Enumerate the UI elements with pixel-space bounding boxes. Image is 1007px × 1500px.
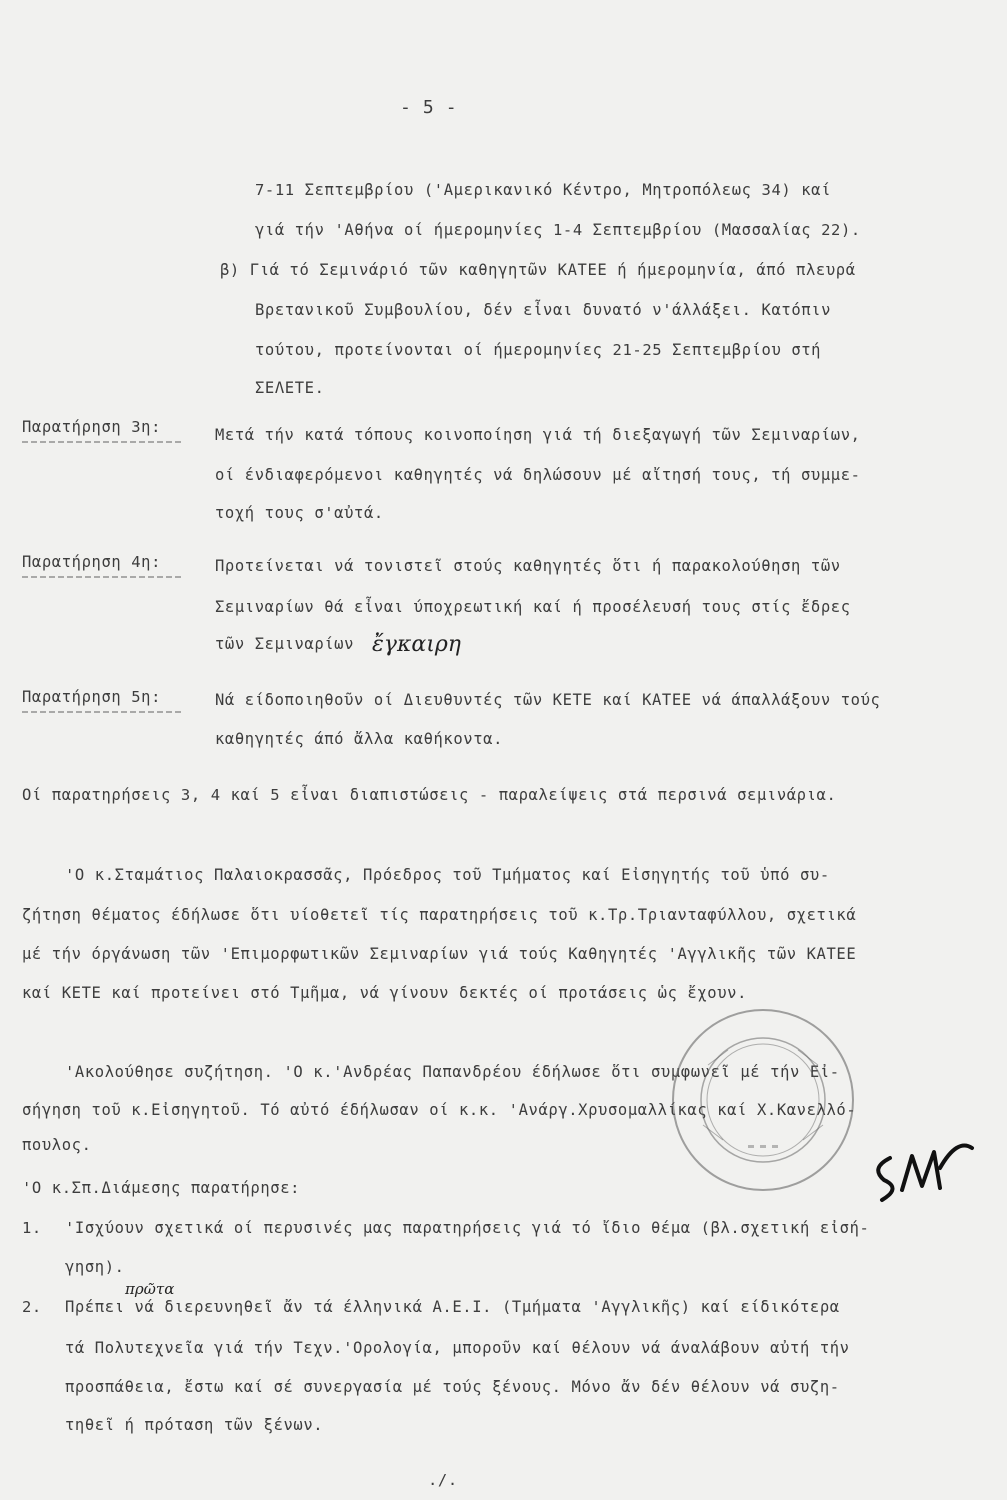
remark-3-line: οί ένδιαφερόμενοι καθηγητές νά δηλώσουν μέ αἴτησή τους, τή συμμε- <box>215 466 861 484</box>
paragraph-line: μέ τήν όργάνωση τῶν 'Επιμορφωτικῶν Σεμιναρίων γιά τούς Καθηγητές 'Αγγλικῆς τῶν ΚΑΤΕΕ <box>22 945 857 963</box>
text-line: Βρετανικοῦ Συμβουλίου, δέν εἶναι δυνατό ν'άλλάξει. Κατόπιν <box>255 301 832 319</box>
paragraph-line: 'Ακολούθησε συζήτηση. 'Ο κ.'Ανδρέας Παπανδρέου έδήλωσε ὅτι συμφωνεῖ μέ τήν Εἰ- <box>65 1063 840 1081</box>
text-line: β) Γιά τό Σεμινάριό τῶν καθηγητῶν ΚΑΤΕΕ ή ήμερομηνία, άπό πλευρά <box>220 261 856 279</box>
label-underline <box>22 711 182 713</box>
paragraph-line: πουλος. <box>22 1136 92 1154</box>
text-line: τούτου, προτείνονται οί ήμερομηνίες 21-25 Σεπτεμβρίου στή <box>255 341 822 359</box>
text-line: 7-11 Σεπτεμβρίου ('Αμερικανικό Κέντρο, Μητροπόλεως 34) καί <box>255 181 832 199</box>
remark-3-line: Μετά τήν κατά τόπους κοινοποίηση γιά τή διεξαγωγή τῶν Σεμιναρίων, <box>215 426 861 444</box>
item-number: 2. <box>22 1298 42 1316</box>
paragraph-line: σήγηση τοῦ κ.Εἰσηγητοῦ. Τό αὐτό έδήλωσαν οί κ.κ. 'Ανάργ.Χρυσομαλλίκας καί Χ.Κανελλό- <box>22 1101 857 1119</box>
label-underline <box>22 441 182 443</box>
page-number: - 5 - <box>400 97 458 118</box>
remark-5-line: Νά είδοποιηθοῦν οί Διευθυντές τῶν ΚΕΤΕ καί ΚΑΤΕΕ νά άπαλλάξουν τούς <box>215 691 881 709</box>
page-continuation: ./. <box>428 1471 458 1489</box>
official-stamp <box>668 1005 858 1195</box>
text-line: γιά τήν 'Αθήνα οί ήμερομηνίες 1-4 Σεπτεμβρίου (Μασσαλίας 22). <box>255 221 861 239</box>
remark-3-line: τοχή τους σ'αὐτά. <box>215 504 384 522</box>
item-line: γηση). <box>65 1258 125 1276</box>
paragraph-line: ζήτηση θέματος έδήλωσε ὅτι υίοθετεῖ τίς παρατηρήσεις τοῦ κ.Τρ.Τριανταφύλλου, σχετικά <box>22 906 857 924</box>
item-line: 'Ισχύουν σχετικά οί περυσινές μας παρατηρήσεις γιά τό ἴδιο θέμα (βλ.σχετική εἰσή- <box>65 1219 870 1237</box>
handwritten-addition: ἔγκαιρη <box>372 632 461 657</box>
item-number: 1. <box>22 1219 42 1237</box>
paragraph-line: 'Ο κ.Σταμάτιος Παλαιοκρασσᾶς, Πρόεδρος τοῦ Τμήματος καί Εἰσηγητής τοῦ ὑπό συ- <box>65 866 830 884</box>
item-line: Πρέπει νά διερευνηθεῖ ἄν τά έλληνικά Α.Ε.Ι. (Τμήματα 'Αγγλικῆς) καί είδικότερα <box>65 1298 840 1316</box>
item-line: τηθεῖ ή πρόταση τῶν ξένων. <box>65 1416 324 1434</box>
remark-4-line: Σεμιναρίων θά εἶναι ύποχρεωτική καί ή προσέλευσή τους στίς ἔδρες <box>215 598 851 616</box>
remark-4-label: Παρατήρηση 4η: <box>22 553 162 571</box>
paragraph-line: καί ΚΕΤΕ καί προτείνει στό Τμῆμα, νά γίνουν δεκτές οί προτάσεις ὡς ἔχουν. <box>22 984 748 1002</box>
remark-5-line: καθηγητές άπό ἄλλα καθήκοντα. <box>215 730 504 748</box>
diamesis-intro: 'Ο κ.Σπ.Διάμεσης παρατήρησε: <box>22 1179 301 1197</box>
signature <box>862 1128 982 1208</box>
remark-5-label: Παρατήρηση 5η: <box>22 688 162 706</box>
summary-line: Οί παρατηρήσεις 3, 4 καί 5 εἶναι διαπιστώσεις - παραλείψεις στά περσινά σεμινάρια. <box>22 786 837 804</box>
label-underline <box>22 576 182 578</box>
handwritten-insertion: πρῶτα <box>125 1280 175 1298</box>
remark-4-line: τῶν Σεμιναρίων <box>215 635 355 653</box>
item-line: προσπάθεια, ἔστω καί σέ συνεργασία μέ τούς ξένους. Μόνο ἄν δέν θέλουν νά συζη- <box>65 1378 840 1396</box>
remark-3-label: Παρατήρηση 3η: <box>22 418 162 436</box>
remark-4-line: Προτείνεται νά τονιστεῖ στούς καθηγητές ὅτι ή παρακολούθηση τῶν <box>215 557 841 575</box>
item-line: τά Πολυτεχνεῖα γιά τήν Τεχν.'Ορολογία, μποροῦν καί θέλουν νά άναλάβουν αὐτή τήν <box>65 1339 850 1357</box>
text-line: ΣΕΛΕΤΕ. <box>255 379 325 397</box>
